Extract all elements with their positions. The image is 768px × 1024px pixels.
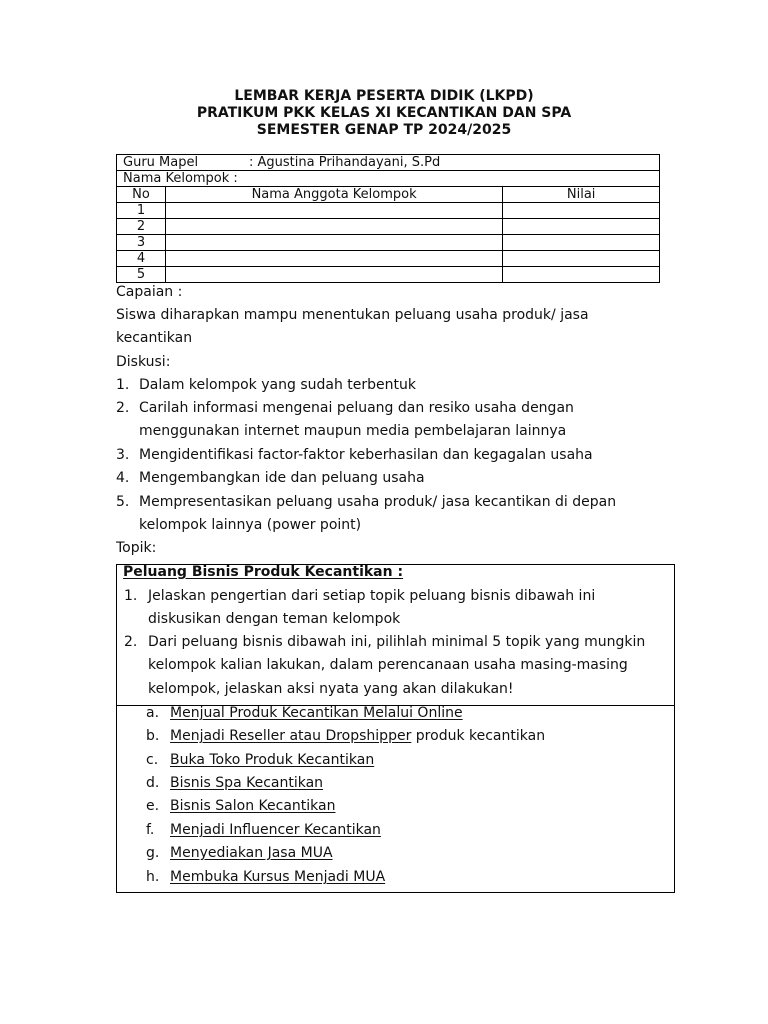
score-cell[interactable]: [503, 251, 660, 267]
guru-value: : Agustina Prihandayani, S.Pd: [249, 155, 441, 170]
doc-title-line1: LEMBAR KERJA PESERTA DIDIK (LKPD): [234, 88, 534, 104]
guru-row: [117, 155, 660, 171]
instruction-number: 1.: [124, 588, 138, 604]
diskusi-item-text: Mengembangkan ide dan peluang usaha: [139, 470, 425, 486]
option-letter: f.: [146, 822, 155, 838]
row-number: 4: [117, 251, 166, 267]
option-item: [170, 752, 374, 768]
table-row: [117, 203, 660, 219]
diskusi-item-text-cont: kelompok lainnya (power point): [139, 517, 362, 533]
diskusi-item-number: 3.: [116, 447, 130, 463]
diskusi-item-text: Carilah informasi mengenai peluang dan resiko usaha dengan: [139, 400, 574, 416]
diskusi-item-number: 5.: [116, 494, 130, 510]
diskusi-item-text: Dalam kelompok yang sudah terbentuk: [139, 377, 416, 393]
member-name-cell[interactable]: [165, 203, 502, 219]
diskusi-item-number: 2.: [116, 400, 130, 416]
guru-label: Guru Mapel: [123, 155, 199, 170]
option-item: [170, 775, 323, 791]
kelompok-row: [117, 171, 660, 187]
option-text: Bisnis Salon Kecantikan: [170, 798, 336, 814]
doc-title-line3: SEMESTER GENAP TP 2024/2025: [256, 122, 512, 138]
diskusi-item-text-cont: menggunakan internet maupun media pembelajaran lainnya: [139, 423, 567, 439]
instruction-text-cont: kelompok kalian lakukan, dalam perencanaan usaha masing-masing: [148, 657, 628, 673]
option-letter: b.: [146, 728, 160, 744]
option-text: Membuka Kursus Menjadi MUA: [170, 869, 386, 885]
diskusi-item-number: 4.: [116, 470, 130, 486]
option-letter: h.: [146, 869, 160, 885]
option-text: Menjual Produk Kecantikan Melalui Online: [170, 705, 463, 721]
topik-heading: Peluang Bisnis Produk Kecantikan :: [123, 564, 404, 580]
diskusi-item-text: Mengidentifikasi factor-faktor keberhasilan dan kegagalan usaha: [139, 447, 593, 463]
instruction-text: Dari peluang bisnis dibawah ini, pilihlah minimal 5 topik yang mungkin: [148, 634, 646, 650]
instruction-text: Jelaskan pengertian dari setiap topik peluang bisnis dibawah ini: [148, 588, 596, 604]
option-text: Bisnis Spa Kecantikan: [170, 775, 324, 791]
col-nilai-header: Nilai: [503, 187, 660, 203]
option-suffix: produk kecantikan: [411, 728, 546, 744]
table-row: [117, 267, 660, 283]
member-name-cell[interactable]: [165, 251, 502, 267]
row-number: 3: [117, 235, 166, 251]
option-letter: c.: [146, 752, 159, 768]
table-row: [117, 219, 660, 235]
diskusi-label: Diskusi:: [116, 354, 171, 370]
col-no-header: No: [117, 187, 166, 203]
option-letter: g.: [146, 845, 160, 861]
instruction-number: 2.: [124, 634, 138, 650]
capaian-text-line2: kecantikan: [116, 330, 193, 346]
score-cell[interactable]: [503, 235, 660, 251]
doc-title-line2: PRATIKUM PKK KELAS XI KECANTIKAN DAN SPA: [196, 105, 572, 121]
table-row: [117, 251, 660, 267]
instruction-text-cont: kelompok, jelaskan aksi nyata yang akan dilakukan!: [148, 681, 514, 697]
row-number: 1: [117, 203, 166, 219]
member-name-cell[interactable]: [165, 219, 502, 235]
instruction-text-cont: diskusikan dengan teman kelompok: [148, 611, 401, 627]
option-letter: e.: [146, 798, 160, 814]
topik-label: Topik:: [116, 540, 157, 556]
diskusi-item-number: 1.: [116, 377, 130, 393]
table-row: [117, 235, 660, 251]
row-number: 2: [117, 219, 166, 235]
group-info-table: [116, 154, 660, 283]
kelompok-label: Nama Kelompok :: [117, 171, 660, 187]
option-letter: d.: [146, 775, 160, 791]
option-item: [170, 705, 463, 721]
option-item: [170, 822, 381, 838]
option-text: Menjadi Influencer Kecantikan: [170, 822, 381, 838]
row-number: 5: [117, 267, 166, 283]
capaian-text-line1: Siswa diharapkan mampu menentukan peluang usaha produk/ jasa: [116, 307, 589, 323]
table-header-row: [117, 187, 660, 203]
option-item: [170, 798, 335, 814]
option-item: [170, 845, 333, 861]
member-name-cell[interactable]: [165, 267, 502, 283]
capaian-label: Capaian :: [116, 284, 183, 300]
score-cell[interactable]: [503, 267, 660, 283]
option-text: Menjadi Reseller atau Dropshipper: [170, 728, 412, 744]
option-letter: a.: [146, 705, 160, 721]
option-item: [170, 728, 545, 744]
member-name-cell[interactable]: [165, 235, 502, 251]
option-item: [170, 869, 385, 885]
score-cell[interactable]: [503, 203, 660, 219]
diskusi-item-text: Mempresentasikan peluang usaha produk/ jasa kecantikan di depan: [139, 494, 617, 510]
score-cell[interactable]: [503, 219, 660, 235]
option-text: Buka Toko Produk Kecantikan: [170, 752, 375, 768]
col-nama-header: Nama Anggota Kelompok: [165, 187, 502, 203]
option-text: Menyediakan Jasa MUA: [170, 845, 333, 861]
